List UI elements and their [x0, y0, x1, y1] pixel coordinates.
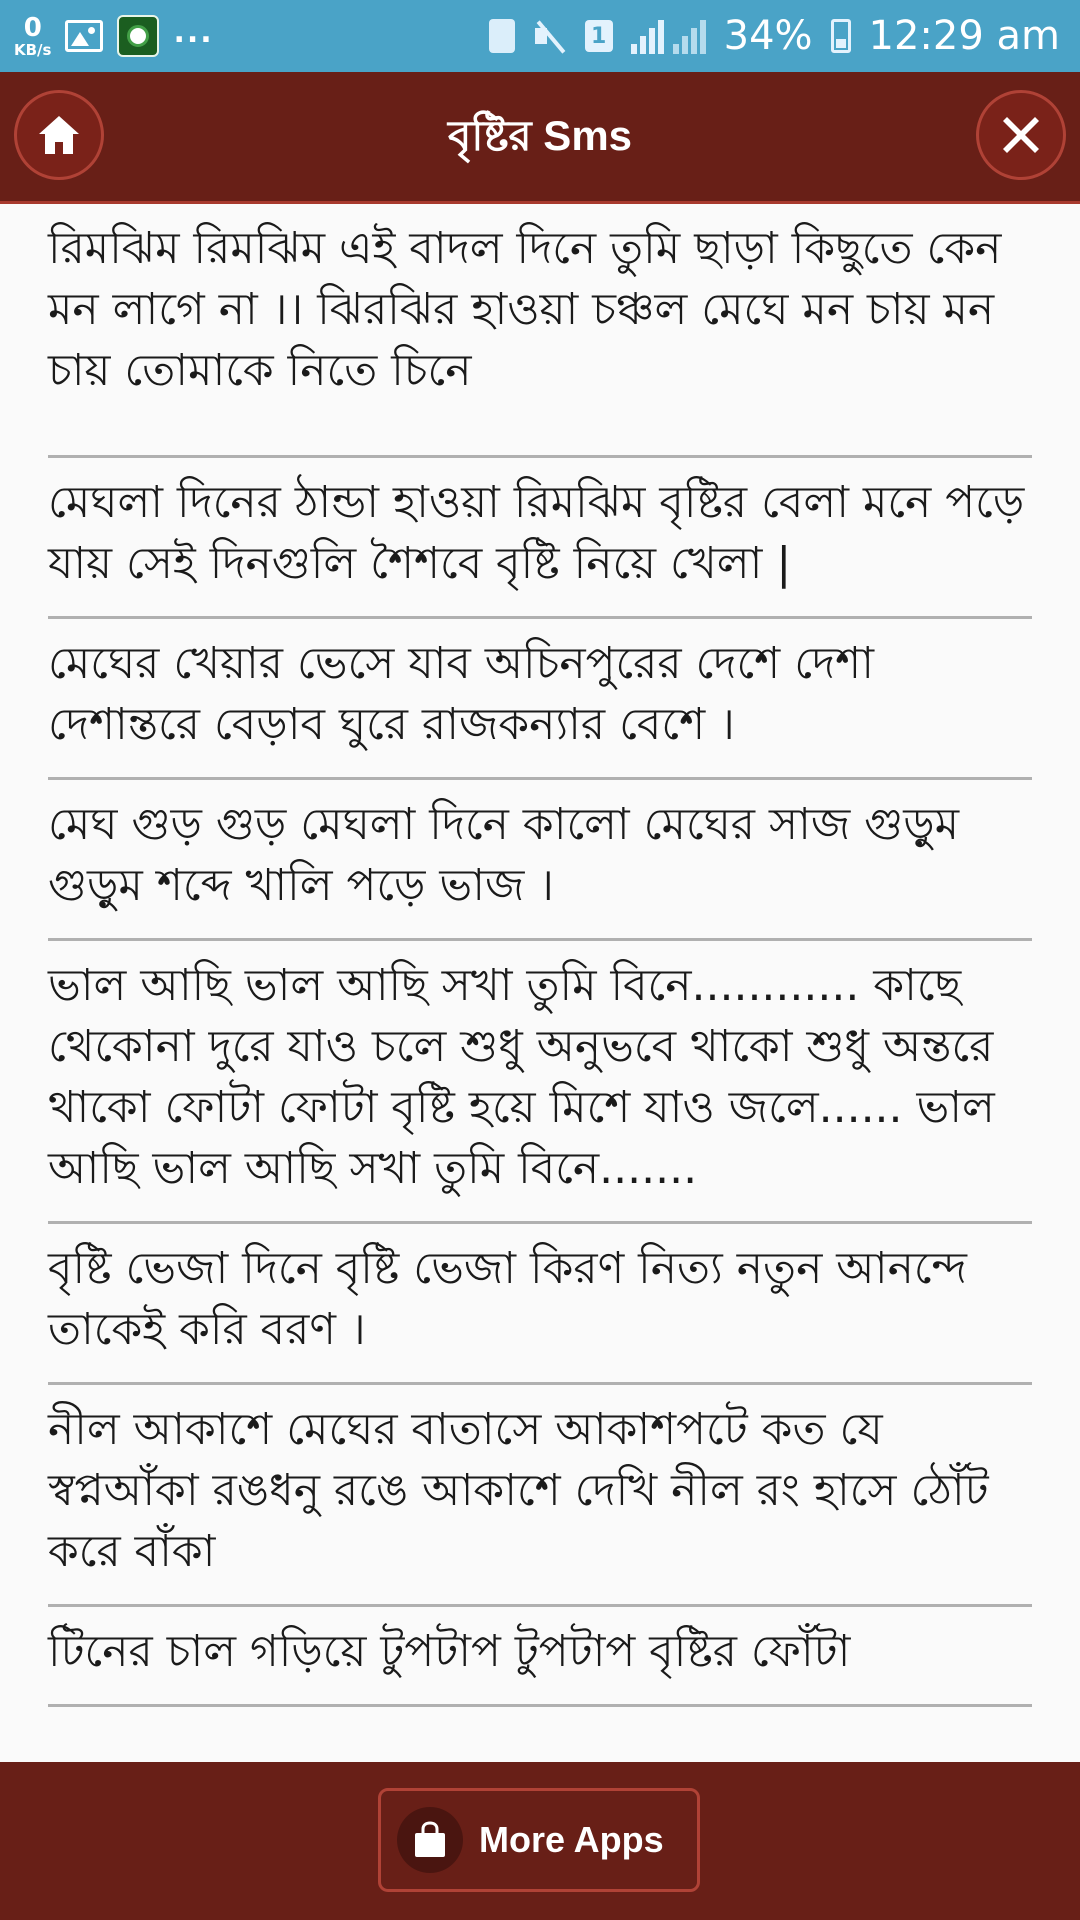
app-notification-icon — [117, 15, 159, 57]
status-right — [489, 13, 1060, 59]
status-bar — [0, 0, 1080, 72]
sms-item[interactable]: মেঘলা দিনের ঠান্ডা হাওয়া রিমঝিম বৃষ্টির বেলা মনে পড়ে যায় সেই দিনগুলি শৈশবে বৃষ্টি নিয়ে খেলা | — [48, 458, 1032, 619]
battery-percentage: 34% — [723, 13, 813, 59]
network-speed-unit: KB/s — [14, 40, 52, 59]
sms-item[interactable]: মেঘের খেয়ার ভেসে যাব অচিনপুরের দেশে দেশা দেশান্তরে বেড়াব ঘুরে রাজকন্যার বেশে । — [48, 619, 1032, 780]
sms-item[interactable]: মেঘ গুড় গুড় মেঘলা দিনে কালো মেঘের সাজ গুড়ুম গুড়ুম শব্দে খালি পড়ে ভাজ । — [48, 780, 1032, 941]
close-icon — [999, 113, 1043, 157]
sms-item[interactable]: নীল আকাশে মেঘের বাতাসে আকাশপটে কত যে স্বপ্নআঁকা রঙধনু রঙে আকাশে দেখি নীল রং হাসে ঠোঁট করে বাঁকা — [48, 1385, 1032, 1607]
close-button[interactable] — [976, 90, 1066, 180]
battery-icon — [831, 19, 851, 53]
more-notifications-indicator: ... — [173, 14, 214, 50]
more-apps-label: More Apps — [479, 1819, 664, 1860]
recycle-icon — [489, 19, 515, 53]
sms-item[interactable]: ভাল আছি ভাল আছি সখা তুমি বিনে............ কাছে থেকোনা দুরে যাও চলে শুধু অনুভবে থাকো শুধু অন্তরে থাকো ফোটা ফোটা বৃষ্টি হয়ে মিশে যাও জলে...... ভাল আছি ভাল আছি সখা তুমি বিনে....... — [48, 941, 1032, 1224]
gallery-notification-icon — [65, 20, 103, 52]
network-speed-value: 0 — [23, 12, 42, 43]
sim-icon: 1 — [585, 20, 613, 52]
sms-list[interactable] — [0, 204, 1080, 1762]
sms-item[interactable]: রিমঝিম রিমঝিম এই বাদল দিনে তুমি ছাড়া কিছুতে কেন মন লাগে না ।। ঝিরঝির হাওয়া চঞ্চল মেঘে মন চায় মন চায় তোমাকে নিতে চিনে — [48, 204, 1032, 458]
sms-item[interactable]: বৃষ্টি ভেজা দিনে বৃষ্টি ভেজা কিরণ নিত্য নতুন আনন্দে তাকেই করি বরণ । — [48, 1224, 1032, 1385]
signal-icon — [631, 18, 706, 54]
page-title: বৃষ্টির Sms — [447, 111, 633, 159]
bottom-bar — [0, 1762, 1080, 1920]
toolbar — [0, 72, 1080, 204]
clock: 12:29 am — [868, 13, 1060, 59]
sms-item[interactable]: টিনের চাল গড়িয়ে টুপটাপ টুপটাপ বৃষ্টির ফোঁটা — [48, 1607, 1032, 1707]
more-apps-button[interactable] — [378, 1788, 700, 1892]
mute-icon — [533, 19, 567, 53]
shopping-bag-icon — [397, 1807, 463, 1873]
status-left — [14, 12, 214, 59]
network-speed — [14, 12, 52, 59]
